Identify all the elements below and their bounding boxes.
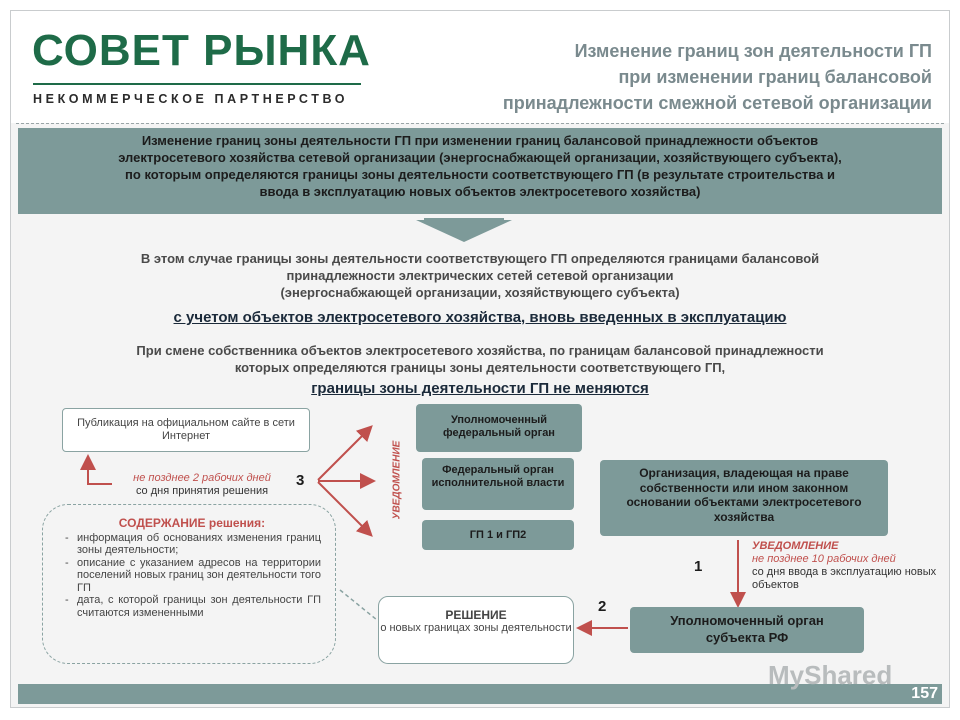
recipient-executive-authority: Федеральный орган исполнительной власти bbox=[422, 458, 574, 510]
notification-vertical-label: УВЕДОМЛЕНИЕ bbox=[391, 440, 403, 520]
recipient-gp: ГП 1 и ГП2 bbox=[422, 520, 574, 550]
watermark: MyShared bbox=[768, 660, 893, 690]
publication-deadline: не позднее 2 рабочих дней со дня принятия решения bbox=[133, 472, 271, 497]
regional-authority-box: Уполномоченный орган субъекта РФ bbox=[630, 607, 864, 653]
step-number-3: 3 bbox=[296, 472, 305, 489]
logo-title: СОВЕТ РЫНКА bbox=[32, 26, 371, 75]
decision-content-panel bbox=[42, 504, 336, 664]
content-list bbox=[63, 532, 321, 620]
step-number-1: 1 bbox=[694, 558, 703, 575]
owner-change-emphasis: границы зоны деятельности ГП не меняются bbox=[311, 380, 649, 397]
slide-title: Изменение границ зон деятельности ГП при изменении границ балансовой принадлежности смежной сетевой организации bbox=[502, 41, 932, 113]
decision-box: РЕШЕНИЕ о новых границах зоны деятельности bbox=[378, 596, 574, 664]
list-item: - информация об основаниях изменения границ зоны деятельности; bbox=[77, 532, 321, 557]
page-number: 157 bbox=[911, 685, 938, 702]
logo-subtitle: НЕКОММЕРЧЕСКОЕ ПАРТНЕРСТВО bbox=[33, 92, 349, 106]
organization-box: Организация, владеющая на праве собственности или ином законном основании объектами электросетевого хозяйства bbox=[600, 460, 888, 536]
organization-notification: УВЕДОМЛЕНИЕ не позднее 10 рабочих дней со дня ввода в эксплуатацию новых объектов bbox=[752, 540, 937, 591]
recipient-federal-authority: Уполномоченный федеральный орган bbox=[416, 404, 582, 452]
step-number-2: 2 bbox=[598, 598, 607, 615]
publication-box: Публикация на официальном сайте в сети Интернет bbox=[62, 408, 310, 452]
content-title: СОДЕРЖАНИЕ решения: bbox=[118, 516, 266, 530]
case-emphasis: с учетом объектов электросетевого хозяйства, вновь введенных в эксплуатацию bbox=[173, 309, 787, 326]
list-item: - описание с указанием адресов на территории поселений новых границ зон деятельности того ГП bbox=[77, 557, 321, 595]
case-text: В этом случае границы зоны деятельности соответствующего ГП определяются границами балансовой принадлежности электрических сетей сетевой организации (энергоснабжающей организации, хозяйствующего субъекта) bbox=[140, 251, 820, 300]
intro-banner: Изменение границ зоны деятельности ГП при изменении границ балансовой принадлежности объектов электросетевого хозяйства сетевой организации (энергоснабжающей организации, хозяйствующего субъекта), по которым определяются границы зоны деятельности соответствующего ГП (в результате строительства и ввода в эксплуатацию новых объектов электросетевого хозяйства) bbox=[18, 128, 942, 214]
owner-change-text: При смене собственника объектов электросетевого хозяйства, по границам балансовой принадлежности которых определяются границы зоны деятельности соответствующего ГП, bbox=[136, 343, 824, 375]
list-item: - дата, с которой границы зон деятельности ГП считаются измененными bbox=[77, 594, 321, 619]
